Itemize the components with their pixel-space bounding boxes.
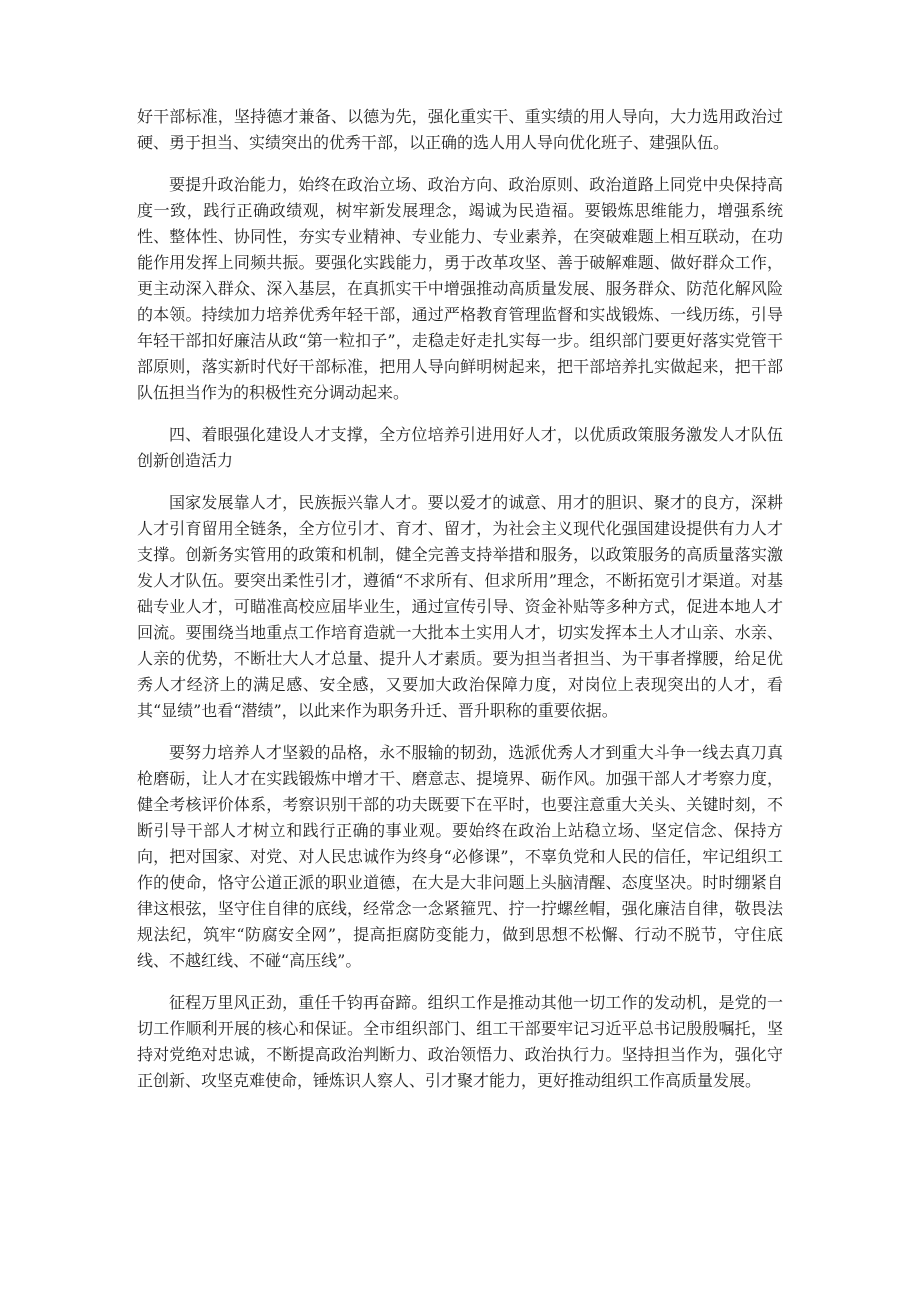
paragraph-talent-support: 国家发展靠人才，民族振兴靠人才。要以爱才的诚意、用才的胆识、聚才的良方，深耕人才引育留用全链条，全方位引才、育才、留才，为社会主义现代化强国建设提供有力人才支撑。创新务实管用的政策和机制，健全完善支持举措和服务，以政策服务的高质量落实激发人才队伍。要突出柔性引才，遵循“不求所有、但求所用”理念，不断拓宽引才渠道。对基础专业人才，可瞄准高校应届毕业生，通过宣传引导、资金补贴等多种方式，促进本地人才回流。要围绕当地重点工作培育造就一大批本土实用人才，切实发挥本土人才山亲、水亲、人亲的优势，不断壮大人才总量、提升人才素质。要为担当者担当、为干事者撑腰，给足优秀人才经济上的满足感、安全感，又要加大政治保障力度，对岗位上表现突出的人才，看其“显绩”也看“潜绩”，以此来作为职务升迁、晋升职称的重要依据。	[137, 493, 783, 720]
section-heading-talent: 四、着眼强化建设人才支撑，全方位培养引进用好人才，以优质政策服务激发人才队伍创新创造活力	[137, 425, 783, 470]
paragraph-continuation: 好干部标准，坚持德才兼备、以德为先，强化重实干、重实绩的用人导向，大力选用政治过硬、勇于担当、实绩突出的优秀干部，以正确的选人用人导向优化班子、建强队伍。	[137, 107, 783, 152]
paragraph-political-ability: 要提升政治能力，始终在政治立场、政治方向、政治原则、政治道路上同党中央保持高度一致，践行正确政绩观，树牢新发展理念，竭诚为民造福。要锻炼思维能力，增强系统性、整体性、协同性，夯实专业精神、专业能力、专业素养，在突破难题上相互联动，在功能作用发挥上同频共振。要强化实践能力，勇于改革攻坚、善于破解难题、做好群众工作，更主动深入群众、深入基层，在真抓实干中增强推动高质量发展、服务群众、防范化解风险的本领。持续加力培养优秀年轻干部，通过严格教育管理监督和实战锻炼、一线历练，引导年轻干部扣好廉洁从政“第一粒扣子”，走稳走好走扎实每一步。组织部门要更好落实党管干部原则，落实新时代好干部标准，把用人导向鲜明树起来，把干部培养扎实做起来，把干部队伍担当作为的积极性充分调动起来。	[137, 175, 783, 402]
paragraph-conclusion: 征程万里风正劲，重任千钧再奋蹄。组织工作是推动其他一切工作的发动机，是党的一切工作顺利开展的核心和保证。全市组织部门、组工干部要牢记习近平总书记殷殷嘱托，坚持对党绝对忠诚，不断提高政治判断力、政治领悟力、政治执行力。坚持担当作为，强化守正创新、攻坚克难使命，锤炼识人察人、引才聚才能力，更好推动组织工作高质量发展。	[137, 993, 783, 1090]
document-body	[137, 104, 783, 1110]
paragraph-talent-character: 要努力培养人才坚毅的品格，永不服输的韧劲，选派优秀人才到重大斗争一线去真刀真枪磨砺，让人才在实践锻炼中增才干、磨意志、提境界、砺作风。加强干部人才考察力度，健全考核评价体系，考察识别干部的功夫既要下在平时，也要注意重大关头、关键时刻，不断引导干部人才树立和践行正确的事业观。要始终在政治上站稳立场、坚定信念、保持方向，把对国家、对党、对人民忠诚作为终身“必修课”，不辜负党和人民的信任，牢记组织工作的使命，恪守公道正派的职业道德，在大是大非问题上头脑清醒、态度坚决。时时绷紧自律这根弦，坚守住自律的底线，经常念一念紧箍咒、拧一拧螺丝帽，强化廉洁自律，敬畏法规法纪，筑牢“防腐安全网”，提高拒腐防变能力，做到思想不松懈、行动不脱节，守住底线、不越红线、不碰“高压线”。	[137, 743, 783, 970]
